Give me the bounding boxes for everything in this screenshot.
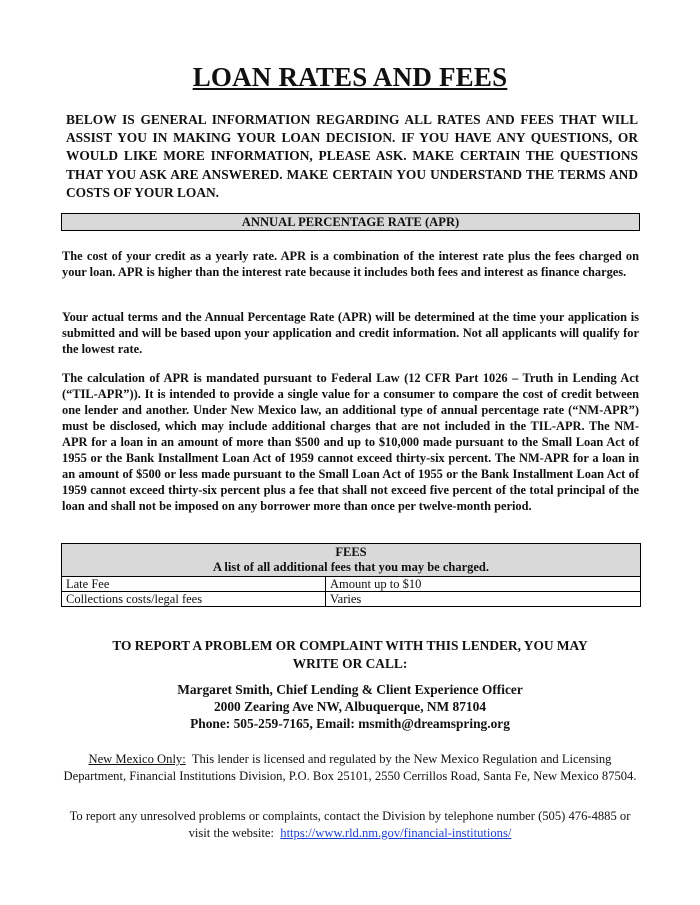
new-mexico-label: New Mexico Only:	[88, 752, 186, 766]
contact-address: 2000 Zearing Ave NW, Albuquerque, NM 87104	[213, 699, 487, 714]
division-report-notice	[60, 808, 640, 842]
contact-name: Margaret Smith, Chief Lending & Client Experience Officer	[177, 682, 523, 697]
fee-amount-cell: Varies	[326, 592, 641, 607]
fee-name-cell: Collections costs/legal fees	[62, 592, 326, 607]
page-title: LOAN RATES AND FEES	[192, 62, 508, 92]
fees-table-header-row	[62, 544, 641, 577]
table-row	[62, 577, 641, 592]
apr-paragraph-3: The calculation of APR is mandated pursuant to Federal Law (12 CFR Part 1026 – Truth in Lending Act (“TIL-APR”)). It is intended to provide a single value for a consumer to compare the cost of credit between one lender and another. Under New Mexico law, an additional type of annual percentage rate (“NM-APR”) must be disclosed, which may include additional charges that are not included in the TIL-APR. The NM-APR for a loan in an amount of more than $500 and up to $10,000 made pursuant to the Small Loan Act of 1955 or the Bank Installment Loan Act of 1959 cannot exceed thirty-six percent. The NM-APR for a loan in an amount of $500 or less made pursuant to the Small Loan Act of 1955 or the Bank Installment Loan Act of 1959 cannot exceed thirty-six percent plus a fee that shall not exceed five percent of the total principal of the loan and shall not be imposed on any borrower more than once per twelve-month period.	[62, 371, 639, 514]
contact-phone-email: Phone: 505-259-7165, Email: msmith@dreamspring.org	[190, 716, 510, 731]
complaint-line-1: TO REPORT A PROBLEM OR COMPLAINT WITH THIS LENDER, YOU MAY	[112, 638, 588, 653]
intro-paragraph: BELOW IS GENERAL INFORMATION REGARDING ALL RATES AND FEES THAT WILL ASSIST YOU IN MAKING YOUR LOAN DECISION. IF YOU HAVE ANY QUESTIONS, OR WOULD LIKE MORE INFORMATION, PLEASE ASK. MAKE CERTAIN THE QUESTIONS THAT YOU ASK ARE ANSWERED. MAKE CERTAIN YOU UNDERSTAND THE TERMS AND COSTS OF YOUR LOAN.	[66, 112, 638, 200]
fees-table-header	[62, 544, 641, 577]
report-text: To report any unresolved problems or complaints, contact the Division by telephone number (505) 476-4885 or visit the website:	[69, 809, 631, 840]
division-website-link[interactable]: https://www.rld.nm.gov/financial-institutions/	[280, 826, 512, 840]
lender-contact-block	[0, 681, 700, 732]
fee-amount-cell: Amount up to $10	[326, 577, 641, 592]
apr-paragraph-2: Your actual terms and the Annual Percentage Rate (APR) will be determined at the time your application is submitted and will be based upon your application and credit information. Not all applicants will qualify for the lowest rate.	[62, 310, 639, 357]
fees-heading: FEES	[335, 545, 367, 559]
new-mexico-notice	[60, 751, 640, 785]
fees-table	[61, 543, 641, 607]
new-mexico-text: This lender is licensed and regulated by the New Mexico Regulation and Licensing Department, Financial Institutions Division, P.O. Box 25101, 2550 Cerrillos Road, Santa Fe, New Mexico 87504.	[63, 752, 637, 783]
apr-paragraph-1: The cost of your credit as a yearly rate. APR is a combination of the interest rate plus the fees charged on your loan. APR is higher than the interest rate because it includes both fees and interest as finance charges.	[62, 249, 639, 280]
apr-section-heading: ANNUAL PERCENTAGE RATE (APR)	[61, 213, 640, 231]
complaint-line-2: WRITE OR CALL:	[292, 656, 408, 671]
fees-subheading: A list of all additional fees that you may be charged.	[212, 560, 490, 574]
fee-name-cell: Late Fee	[62, 577, 326, 592]
complaint-heading	[0, 637, 700, 673]
table-row	[62, 592, 641, 607]
